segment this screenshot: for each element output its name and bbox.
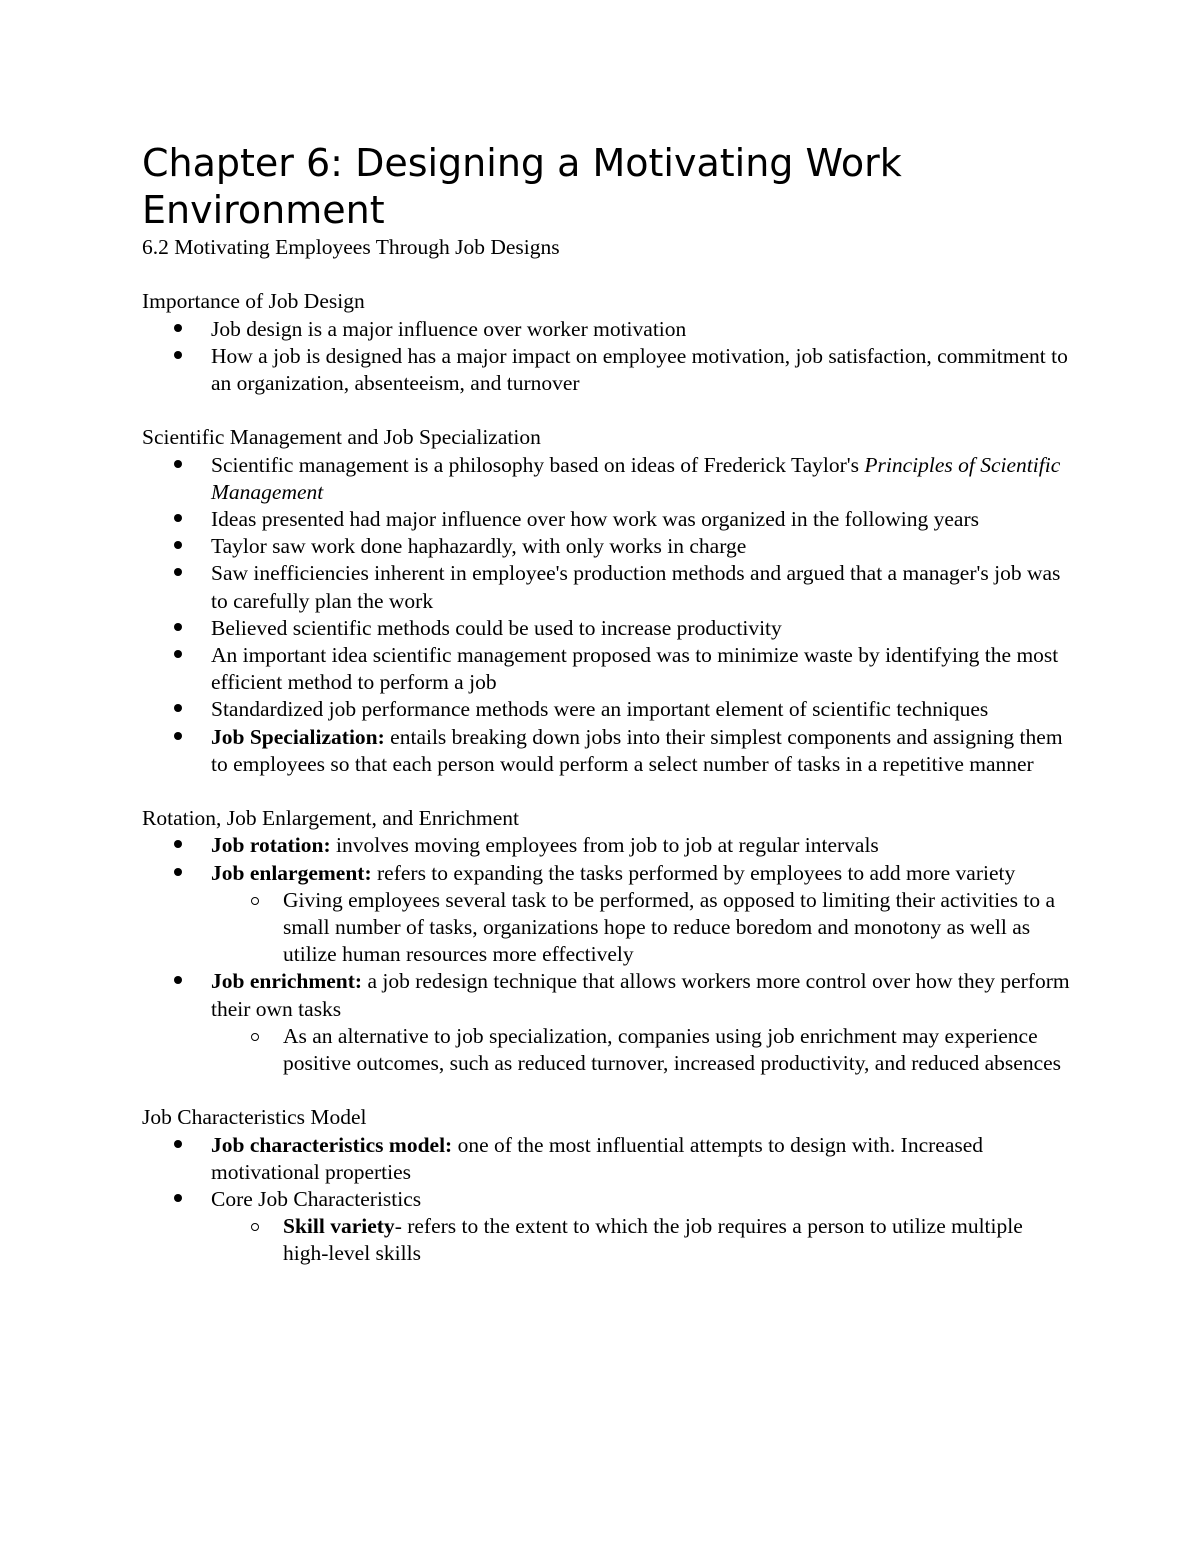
book-title: Principles of Scientific Management [211,452,1061,504]
sub-list-item: Skill variety- refers to the extent to which the job requires a person to utilize multiple high-level skills [283,1213,1072,1267]
bullet-icon [174,1132,186,1159]
list-item: Job design is a major influence over worker motivation [211,316,1072,343]
circle-bullet-icon [251,887,263,914]
list-item: Saw inefficiencies inherent in employee's production methods and argued that a manager's job was to carefully plan the work [211,560,1072,614]
sub-bullet-list [211,1213,1072,1267]
bullet-list [142,316,1072,398]
term: Job characteristics model: [211,1132,453,1157]
list-item: Standardized job performance methods were an important element of scientific techniques [211,696,1072,723]
bullet-icon [174,642,186,669]
bullet-list [142,452,1072,778]
bullet-icon [174,696,186,723]
list-item: Job enrichment: a job redesign technique that allows workers more control over how they perform their own tasks As an alternative to job specialization, companies using job enrichment may experience positive outcomes, such as reduced turnover, increased productivity, and reduced absences [211,968,1072,1077]
bullet-icon [174,316,186,343]
page-title: Chapter 6: Designing a Motivating Work Environment [142,141,902,232]
sub-list-item: Giving employees several task to be performed, as opposed to limiting their activities to a small number of tasks, organizations hope to reduce boredom and monotony as well as utilize human resources more effectively [283,887,1072,969]
bullet-list [142,832,1072,1077]
term: Job enrichment: [211,969,363,994]
bullet-icon [174,832,186,859]
circle-bullet-icon [251,1023,263,1050]
bullet-icon [174,506,186,533]
list-item: Taylor saw work done haphazardly, with only works in charge [211,533,1072,560]
bullet-icon [174,615,186,642]
bullet-icon [174,724,186,751]
list-item: Job characteristics model: one of the most influential attempts to design with. Increased motivational properties [211,1132,1072,1186]
bullet-icon [174,560,186,587]
term: Job rotation: [211,833,331,858]
sub-bullet-list [211,887,1072,969]
list-item: Believed scientific methods could be used to increase productivity [211,615,1072,642]
bullet-icon [174,533,186,560]
bullet-icon [174,968,186,995]
bullet-icon [174,1186,186,1213]
term: Job enlargement: [211,860,372,885]
bullet-icon [174,343,186,370]
bullet-list [142,1132,1072,1268]
document-body [142,234,1072,1268]
term: Job Specialization: [211,724,385,749]
list-item: An important idea scientific management proposed was to minimize waste by identifying the most efficient method to perform a job [211,642,1072,696]
bullet-icon [174,452,186,479]
section-heading-rotation: Rotation, Job Enlargement, and Enrichment [142,806,519,831]
list-item: Scientific management is a philosophy based on ideas of Frederick Taylor's Principles of Scientific Management [211,452,1072,506]
document-page [142,140,1072,1268]
list-item: Job enlargement: refers to expanding the tasks performed by employees to add more variety Giving employees several task to be performed, as opposed to limiting their activities to a small number of tasks, organizations hope to reduce boredom and monotony as well as utilize human resources more effectively [211,860,1072,969]
section-heading-scientific-management: Scientific Management and Job Specialization [142,425,541,450]
list-item: Job Specialization: entails breaking down jobs into their simplest components and assigning them to employees so that each person would perform a select number of tasks in a repetitive manner [211,724,1072,778]
bullet-icon [174,860,186,887]
sub-bullet-list [211,1023,1072,1077]
list-item: Core Job Characteristics Skill variety- refers to the extent to which the job requires a person to utilize multiple high-level skills [211,1186,1072,1268]
section-heading-job-characteristics: Job Characteristics Model [142,1105,367,1130]
list-item: How a job is designed has a major impact on employee motivation, job satisfaction, commitment to an organization, absenteeism, and turnover [211,343,1072,397]
page-subtitle: 6.2 Motivating Employees Through Job Designs [142,235,560,259]
list-item: Job rotation: involves moving employees from job to job at regular intervals [211,832,1072,859]
list-item: Ideas presented had major influence over how work was organized in the following years [211,506,1072,533]
circle-bullet-icon [251,1213,263,1240]
sub-list-item: As an alternative to job specialization, companies using job enrichment may experience positive outcomes, such as reduced turnover, increased productivity, and reduced absences [283,1023,1072,1077]
section-heading-importance: Importance of Job Design [142,289,365,314]
term: Skill variety [283,1214,395,1239]
